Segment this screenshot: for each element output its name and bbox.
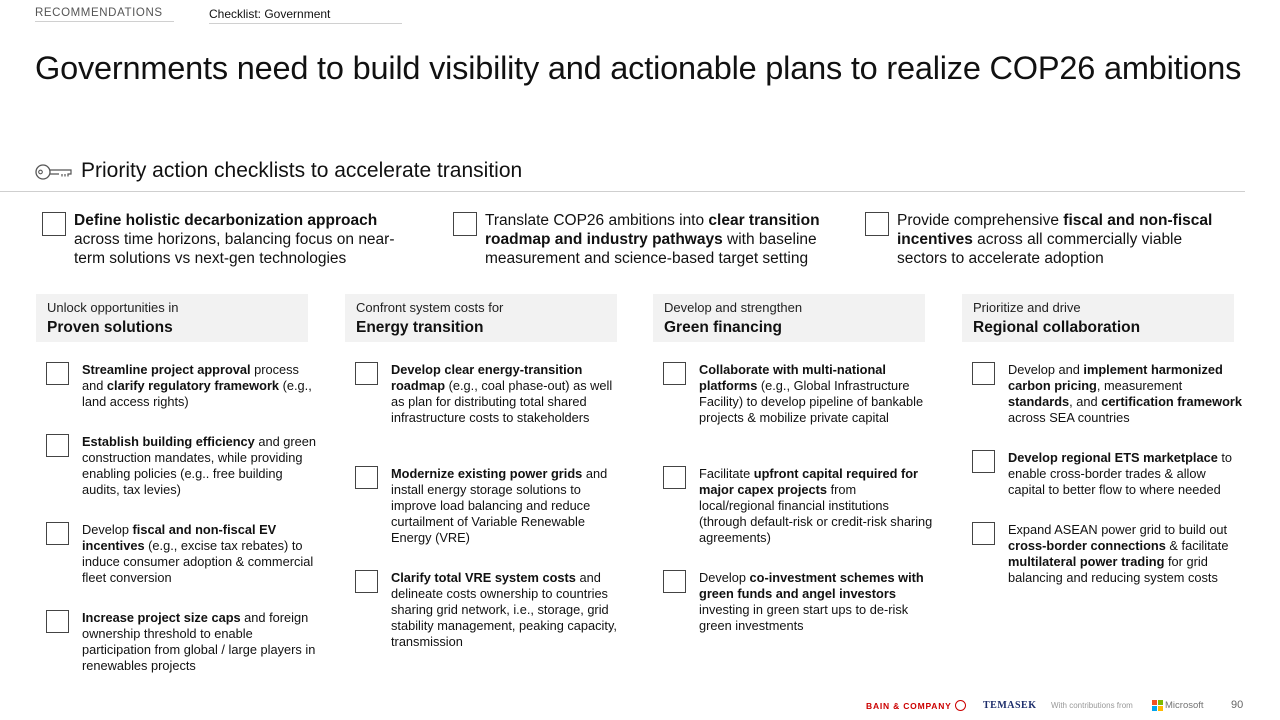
item-text: Develop and implement harmonized carbon pricing, measurement standards, and certification framework across SEA countries xyxy=(1008,362,1243,425)
top-item-text: Provide comprehensive fiscal and non-fiscal incentives across all commercially viable sectors to accelerate adoption xyxy=(897,212,1213,267)
top-checklist-item xyxy=(42,211,414,271)
checklist-item xyxy=(46,362,316,426)
checkbox[interactable] xyxy=(46,362,69,385)
checklist-item xyxy=(972,362,1242,426)
microsoft-logo-text: Microsoft xyxy=(1165,700,1204,711)
checklist-item xyxy=(663,362,933,442)
checklist-item xyxy=(46,434,316,514)
divider xyxy=(0,191,1245,192)
checkbox[interactable] xyxy=(355,466,378,489)
checkbox[interactable] xyxy=(663,362,686,385)
checkbox[interactable] xyxy=(453,212,477,236)
checkbox[interactable] xyxy=(972,450,995,473)
checklist-item xyxy=(46,610,316,690)
column-title: Regional collaboration xyxy=(973,319,1141,336)
column-proven-solutions xyxy=(36,294,316,694)
item-text: Develop regional ETS marketplace to enable cross-border trades & allow capital to better flow to where needed xyxy=(1008,450,1233,497)
column-title: Energy transition xyxy=(356,319,484,336)
checkbox[interactable] xyxy=(355,570,378,593)
temasek-logo: TEMASEK xyxy=(983,700,1037,711)
bain-logo-text: BAIN & COMPANY xyxy=(866,701,952,711)
column-header xyxy=(345,294,617,342)
column-kicker: Confront system costs for xyxy=(356,300,504,315)
item-text: Develop fiscal and non-fiscal EV incentives (e.g., excise tax rebates) to induce consumer adoption & commercial fleet conversion xyxy=(82,522,314,585)
item-text: Streamline project approval process and clarify regulatory framework (e.g., land access rights) xyxy=(82,362,312,409)
page-number: 90 xyxy=(1231,699,1244,711)
item-text: Expand ASEAN power grid to build out cross-border connections & facilitate multilateral power trading for grid balancing and reducing system costs xyxy=(1008,522,1229,585)
top-checklist-item xyxy=(865,211,1235,271)
bain-logo-icon xyxy=(955,700,966,711)
checklist-item xyxy=(972,522,1242,586)
checkbox[interactable] xyxy=(46,610,69,633)
checklist-item xyxy=(355,362,625,442)
item-text: Modernize existing power grids and install energy storage solutions to improve load balancing and reduce curtailment of Variable Renewable Energy (VRE) xyxy=(391,466,608,545)
item-text: Facilitate upfront capital required for major capex projects from local/regional financial institutions (through default-risk or credit-risk sharing agreements) xyxy=(699,466,933,545)
column-title: Proven solutions xyxy=(47,319,173,336)
tab-recommendations[interactable]: RECOMMENDATIONS xyxy=(35,7,174,22)
item-text: Collaborate with multi-national platforms (e.g., Global Infrastructure Facility) to develop pipeline of bankable projects & mobilize private capital xyxy=(699,362,924,425)
checkbox[interactable] xyxy=(663,570,686,593)
microsoft-logo-icon xyxy=(1152,700,1163,711)
page-title: Governments need to build visibility and actionable plans to realize COP26 ambitions xyxy=(35,50,1242,86)
checklist-item xyxy=(46,522,316,602)
checkbox[interactable] xyxy=(46,434,69,457)
contributions-label: With contributions from xyxy=(1051,701,1133,710)
column-regional-collaboration xyxy=(962,294,1243,694)
checklist-item xyxy=(355,570,625,650)
item-text: Develop clear energy-transition roadmap (e.g., coal phase-out) as well as plan for distributing total shared infrastructure costs to stakeholders xyxy=(391,362,613,425)
item-text: Develop co-investment schemes with green funds and angel investors investing in green start ups to de-risk green investments xyxy=(699,570,924,633)
checkbox[interactable] xyxy=(46,522,69,545)
column-energy-transition xyxy=(345,294,617,694)
top-item-text: Define holistic decarbonization approach across time horizons, balancing focus on near-term solutions vs next-gen technologies xyxy=(74,212,395,267)
column-kicker: Prioritize and drive xyxy=(973,300,1081,315)
column-header xyxy=(36,294,308,342)
item-text: Establish building efficiency and green construction mandates, while providing enabling policies (e.g.. free building audits, tax levies) xyxy=(82,434,316,497)
key-icon xyxy=(35,162,73,182)
column-title: Green financing xyxy=(664,319,782,336)
checkbox[interactable] xyxy=(972,362,995,385)
checklist-item xyxy=(355,466,625,546)
item-text: Clarify total VRE system costs and delineate costs ownership to countries sharing grid network, i.e., storage, grid stability management, peaking capacity, transmission xyxy=(391,570,617,649)
column-header xyxy=(653,294,925,342)
checkbox[interactable] xyxy=(972,522,995,545)
checklist-item xyxy=(972,450,1242,498)
checkbox[interactable] xyxy=(865,212,889,236)
tab-checklist-government[interactable]: Checklist: Government xyxy=(209,7,402,24)
checklist-item xyxy=(663,466,933,546)
column-header xyxy=(962,294,1234,342)
item-text: Increase project size caps and foreign ownership threshold to enable participation from global / large players in renewables projects xyxy=(82,610,316,673)
top-item-text: Translate COP26 ambitions into clear transition roadmap and industry pathways with baseline measurement and science-based target setting xyxy=(485,212,820,267)
checkbox[interactable] xyxy=(663,466,686,489)
footer xyxy=(0,697,1280,717)
top-checklist-item xyxy=(453,211,833,271)
column-green-financing xyxy=(653,294,933,694)
checkbox[interactable] xyxy=(42,212,66,236)
checklist-item xyxy=(663,570,933,634)
section-subtitle: Priority action checklists to accelerate transition xyxy=(81,159,523,182)
column-kicker: Unlock opportunities in xyxy=(47,300,179,315)
checkbox[interactable] xyxy=(355,362,378,385)
column-kicker: Develop and strengthen xyxy=(664,300,803,315)
